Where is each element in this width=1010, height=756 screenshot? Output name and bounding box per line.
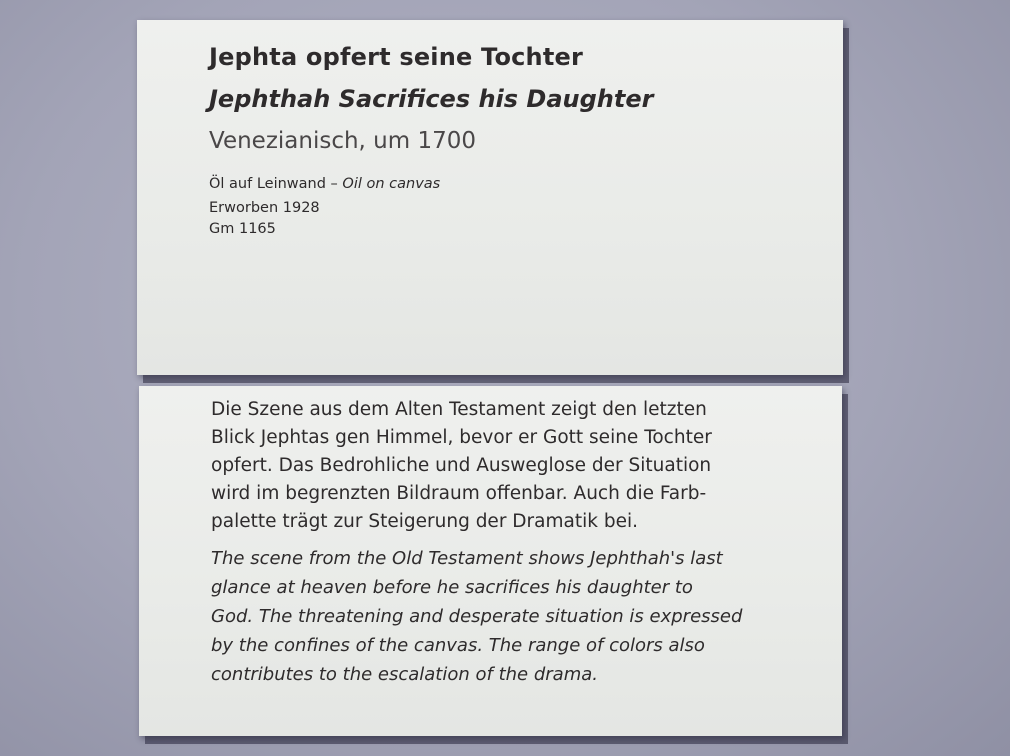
medium-german: Öl auf Leinwand <box>209 176 326 192</box>
artwork-title-english: Jephthah Sacrifices his Daughter <box>209 85 654 113</box>
description-german: Die Szene aus dem Alten Testament zeigt den letzten Blick Jephtas gen Himmel, bevor er Gott seine Tochter opfert. Das Bedrohliche und Ausweglose der Situation wird im begrenzten Bildraum offenbar. Auch die Farb- palette trägt zur Steigerung der Dramatik bei. <box>211 399 712 532</box>
description-card <box>139 386 842 736</box>
artwork-origin: Venezianisch, um 1700 <box>209 128 477 154</box>
medium-english: Oil on canvas <box>342 176 441 192</box>
inventory-number: Gm 1165 <box>209 221 276 237</box>
artwork-label-card <box>137 20 843 375</box>
medium-separator: – <box>325 176 343 192</box>
acquisition-year: Erworben 1928 <box>209 200 320 216</box>
artwork-title-german: Jephta opfert seine Tochter <box>209 43 584 71</box>
artwork-medium <box>209 175 440 194</box>
description-english: The scene from the Old Testament shows Jephthah's last glance at heaven before he sacrifices his daughter to God. The threatening and desperate situation is expressed by the confines of the canvas. The range of colors also contributes to the escalation of the drama. <box>211 548 743 685</box>
